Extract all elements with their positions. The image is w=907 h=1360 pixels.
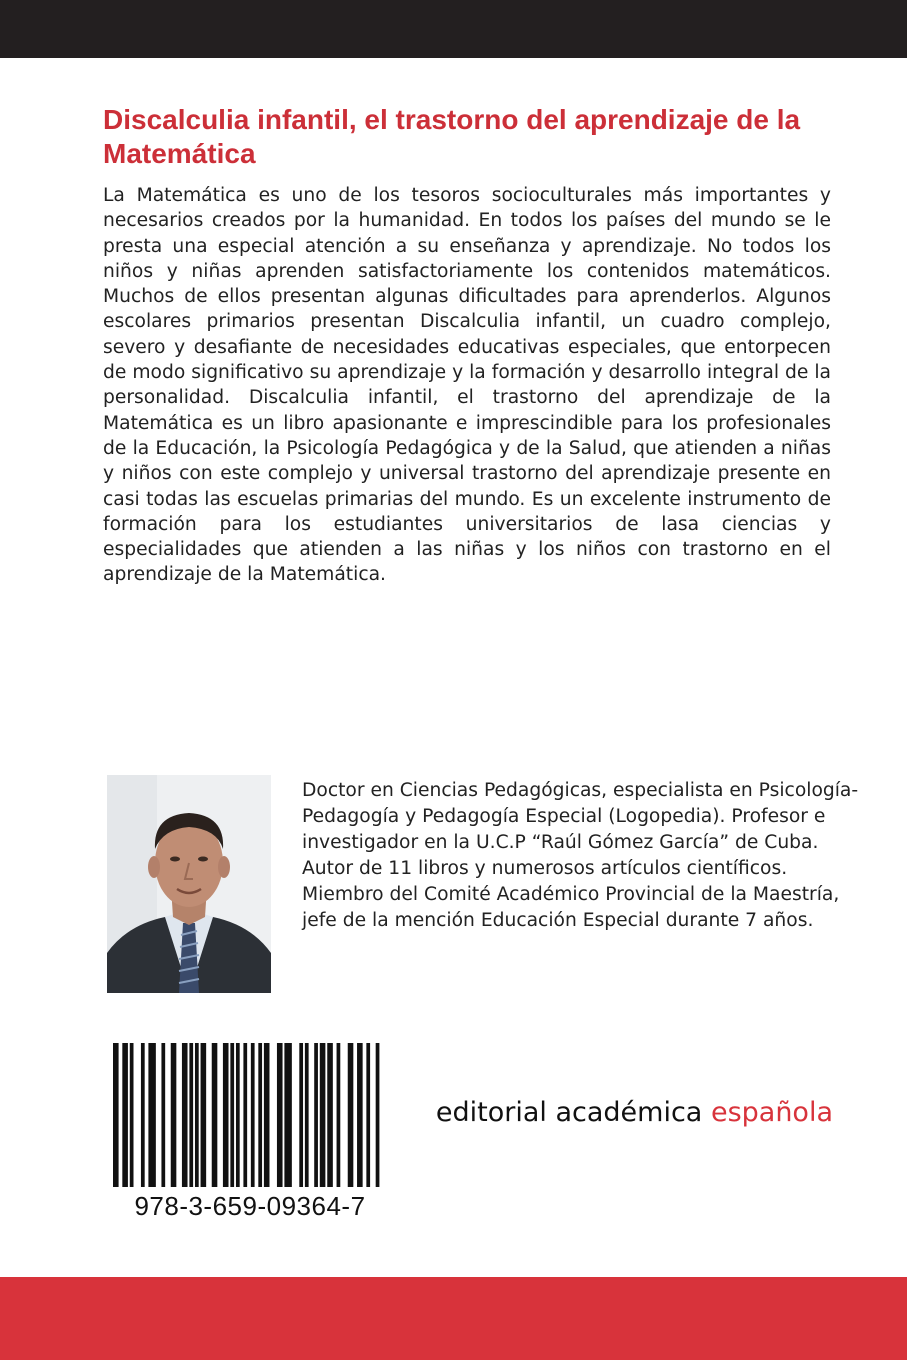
- barcode-bar: [122, 1043, 128, 1187]
- barcode-bar: [195, 1043, 199, 1187]
- author-bio: Doctor en Ciencias Pedagógicas, especialista en Psicología-Pedagogía y Pedagogía Especial (Logopedia). Profesor e investigador en la U.C.P “Raúl Gómez García” de Cuba. Autor de 11 libros y numerosos artículos científicos. Miembro del Comité Académico Provincial de la Maestría, jefe de la mención Educación Especial durante 7 años.: [302, 780, 859, 931]
- barcode-bar: [299, 1043, 303, 1187]
- barcode-bar: [141, 1043, 145, 1187]
- barcode-bar: [171, 1043, 177, 1187]
- barcode-bar: [223, 1043, 229, 1187]
- barcode-bar: [258, 1043, 262, 1187]
- barcode-bar: [284, 1043, 291, 1187]
- publisher-accent: española: [710, 1097, 833, 1128]
- barcode-bar: [320, 1043, 326, 1187]
- barcode-bar: [236, 1043, 240, 1187]
- barcode-bar: [189, 1043, 193, 1187]
- isbn-number: 978-3-659-09364-7: [134, 1191, 366, 1221]
- barcode-bar: [357, 1043, 363, 1187]
- barcode-icon: [107, 1031, 393, 1191]
- book-description: La Matemática es uno de los tesoros socioculturales más importantes y necesarios creados por la humanidad. En todos los países del mundo se le presta una especial atención a su enseñanza y aprendizaje. No todos los niños y niñas aprenden satisfactoriamente los contenidos matemáticos. Muchos de ellos presentan algunas dificultades para aprenderlos. Algunos escolares primarios presentan Discalculia infantil, un cuadro complejo, severo y desafiante de necesidades educativas especiales, que entorpecen de modo significativo su aprendizaje y la formación y desarrollo integral de la personalidad. Discalculia infantil, el trastorno del aprendizaje de la Matemática es un libro apasionante e imprescindible para los profesionales de la Educación, la Psicología Pedagógica y de la Salud, que atienden a niñas y niños con este complejo y universal trastorno del aprendizaje presente en casi todas las escuelas primarias del mundo. Es un excelente instrumento de formación para los estudiantes universitarios de lasa ciencias y especialidades que atienden a las niñas y los niños con trastorno en el aprendizaje de la Matemática.: [103, 185, 831, 586]
- isbn-barcode: [107, 1031, 393, 1227]
- bottom-band: [0, 1277, 907, 1360]
- barcode-bar: [366, 1043, 370, 1187]
- barcode-bar: [130, 1043, 134, 1187]
- author-photo: [107, 775, 271, 993]
- barcode-bar: [327, 1043, 333, 1187]
- barcode-bar: [305, 1043, 309, 1187]
- book-title: Discalculia infantil, el trastorno del aprendizaje de la Matemática: [103, 104, 801, 169]
- barcode-bar: [148, 1043, 155, 1187]
- barcode-bar: [212, 1043, 218, 1187]
- barcode-bar: [251, 1043, 255, 1187]
- barcode-bar: [201, 1043, 207, 1187]
- top-band: [0, 0, 907, 58]
- barcode-bar: [243, 1043, 247, 1187]
- author-portrait-icon: [107, 775, 271, 993]
- barcode-bar: [314, 1043, 318, 1187]
- barcode-bar: [161, 1043, 165, 1187]
- publisher-name: editorial académica: [435, 1097, 711, 1128]
- barcode-bar: [182, 1043, 188, 1187]
- barcode-bar: [337, 1043, 341, 1187]
- barcode-bar: [230, 1043, 234, 1187]
- barcode-bar: [348, 1043, 354, 1187]
- barcode-bar: [376, 1043, 380, 1187]
- barcode-bar: [113, 1043, 119, 1187]
- publisher-logo: [433, 1096, 833, 1130]
- barcode-bar: [264, 1043, 270, 1187]
- barcode-bar: [277, 1043, 283, 1187]
